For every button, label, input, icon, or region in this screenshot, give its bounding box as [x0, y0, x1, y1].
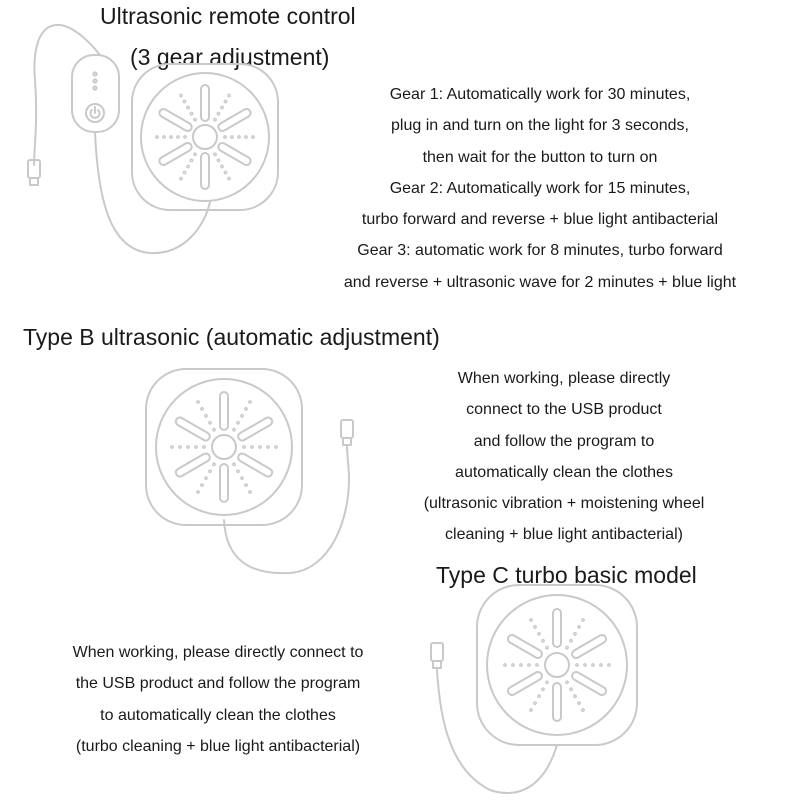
section-c-description [46, 637, 390, 762]
section-c-title: Type C turbo basic model [436, 562, 697, 588]
section-a-description [300, 79, 780, 298]
remote-control-icon [72, 55, 119, 132]
description-line: (turbo cleaning + blue light antibacterial) [75, 737, 361, 755]
description-line: cleaning + blue light antibacterial) [445, 526, 683, 544]
description-line: Gear 3: automatic work for 8 minutes, turbo forward [357, 242, 723, 260]
washer-device-icon [132, 64, 278, 210]
description-line: plug in and turn on the light for 3 seconds, [391, 117, 689, 135]
usb-plug-icon [341, 420, 353, 445]
description-line: and reverse + ultrasonic wave for 2 minutes + blue light [343, 273, 737, 291]
cable-icon [34, 25, 100, 165]
section-b-description [400, 363, 728, 551]
description-line: When working, please directly connect to [72, 644, 364, 661]
description-line: turbo forward and reverse + blue light antibacterial [361, 211, 719, 229]
washer-device-icon [477, 585, 637, 745]
description-line: and follow the program to [473, 432, 655, 450]
description-line: automatically clean the clothes [455, 463, 673, 481]
description-line: Gear 1: Automatically work for 30 minutes, [389, 86, 691, 103]
description-line: (ultrasonic vibration + moistening wheel [423, 495, 705, 513]
description-line: Gear 2: Automatically work for 15 minutes, [389, 179, 691, 197]
section-a-title: Ultrasonic remote control [100, 3, 356, 29]
description-line: the USB product and follow the program [75, 675, 361, 693]
cable-icon [437, 670, 557, 793]
description-line: to automatically clean the clothes [100, 706, 336, 724]
cable-icon [224, 446, 349, 573]
description-line: When working, please directly [457, 370, 671, 387]
usb-plug-icon [431, 643, 443, 668]
description-line: then wait for the button to turn on [422, 148, 658, 166]
description-line: connect to the USB product [466, 401, 662, 419]
cable-icon [95, 132, 210, 253]
section-b-title: Type B ultrasonic (automatic adjustment) [23, 324, 440, 350]
washer-device-icon [146, 369, 302, 525]
section-a-subtitle: (3 gear adjustment) [130, 44, 330, 70]
power-icon [86, 104, 104, 122]
